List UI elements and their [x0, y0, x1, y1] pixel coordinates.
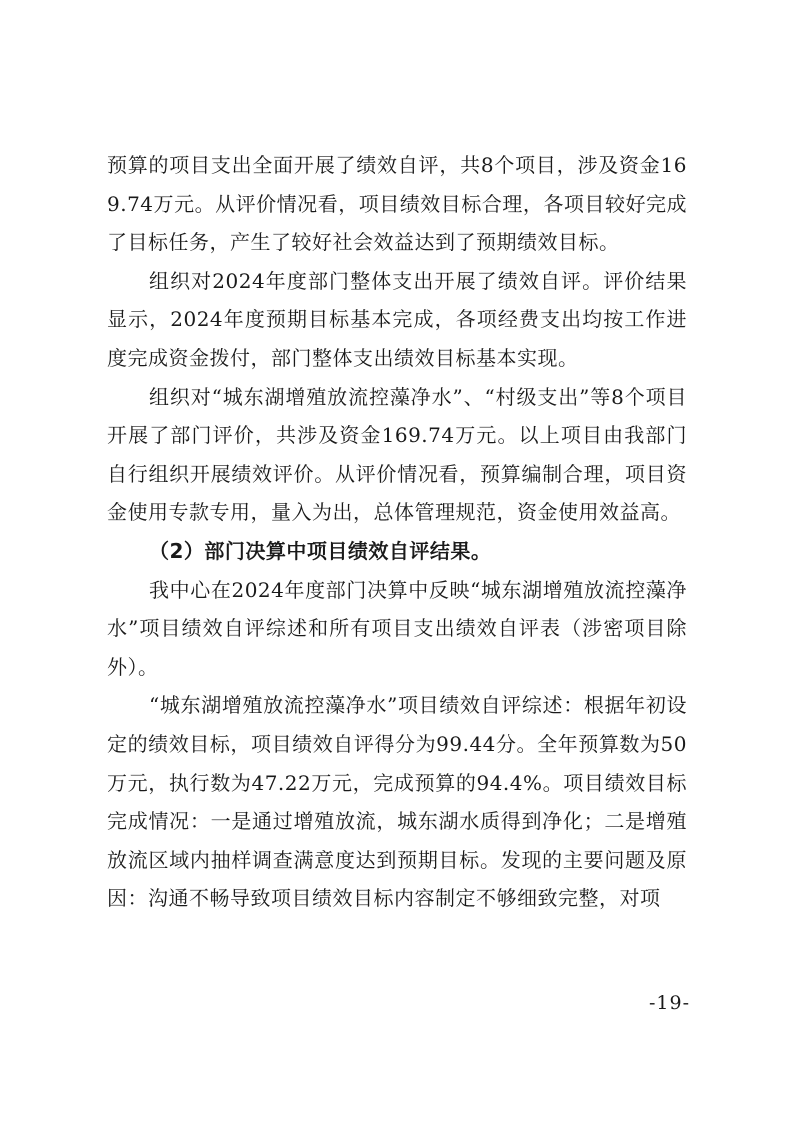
paragraph-continuation: 预算的项目支出全面开展了绩效自评，共8个项目，涉及资金169.74万元。从评价情况看，项目绩效目标合理，各项目较好完成了目标任务，产生了较好社会效益达到了预期绩效目标。	[107, 153, 687, 255]
body-text	[107, 146, 687, 918]
section-heading: （2）部门决算中项目绩效自评结果。	[149, 538, 492, 563]
paragraph-overall-evaluation: 组织对2024年度部门整体支出开展了绩效自评。评价结果显示，2024年度预期目标基本完成，各项经费支出均按工作进度完成资金拨付，部门整体支出绩效目标基本实现。	[107, 268, 687, 370]
paragraph-final-accounts: 我中心在2024年度部门决算中反映“城东湖增殖放流控藻净水”项目绩效自评综述和所有项目支出绩效自评表（涉密项目除外）。	[107, 577, 687, 679]
paragraph-project-summary: “城东湖增殖放流控藻净水”项目绩效自评综述：根据年初设定的绩效目标，项目绩效自评得分为99.44分。全年预算数为50万元，执行数为47.22万元，完成预算的94.4%。项目绩效目标完成情况：一是通过增殖放流，城东湖水质得到净化；二是增殖放流区域内抽样调查满意度达到预期目标。发现的主要问题及原因：沟通不畅导致项目绩效目标内容制定不够细致完整，对项	[107, 693, 687, 911]
page-number: -19-	[648, 992, 690, 1014]
paragraph-project-evaluation: 组织对“城东湖增殖放流控藻净水”、“村级支出”等8个项目开展了部门评价，共涉及资金169.74万元。以上项目由我部门自行组织开展绩效评价。从评价情况看，预算编制合理，项目资金使用专款专用，量入为出，总体管理规范，资金使用效益高。	[107, 384, 687, 525]
